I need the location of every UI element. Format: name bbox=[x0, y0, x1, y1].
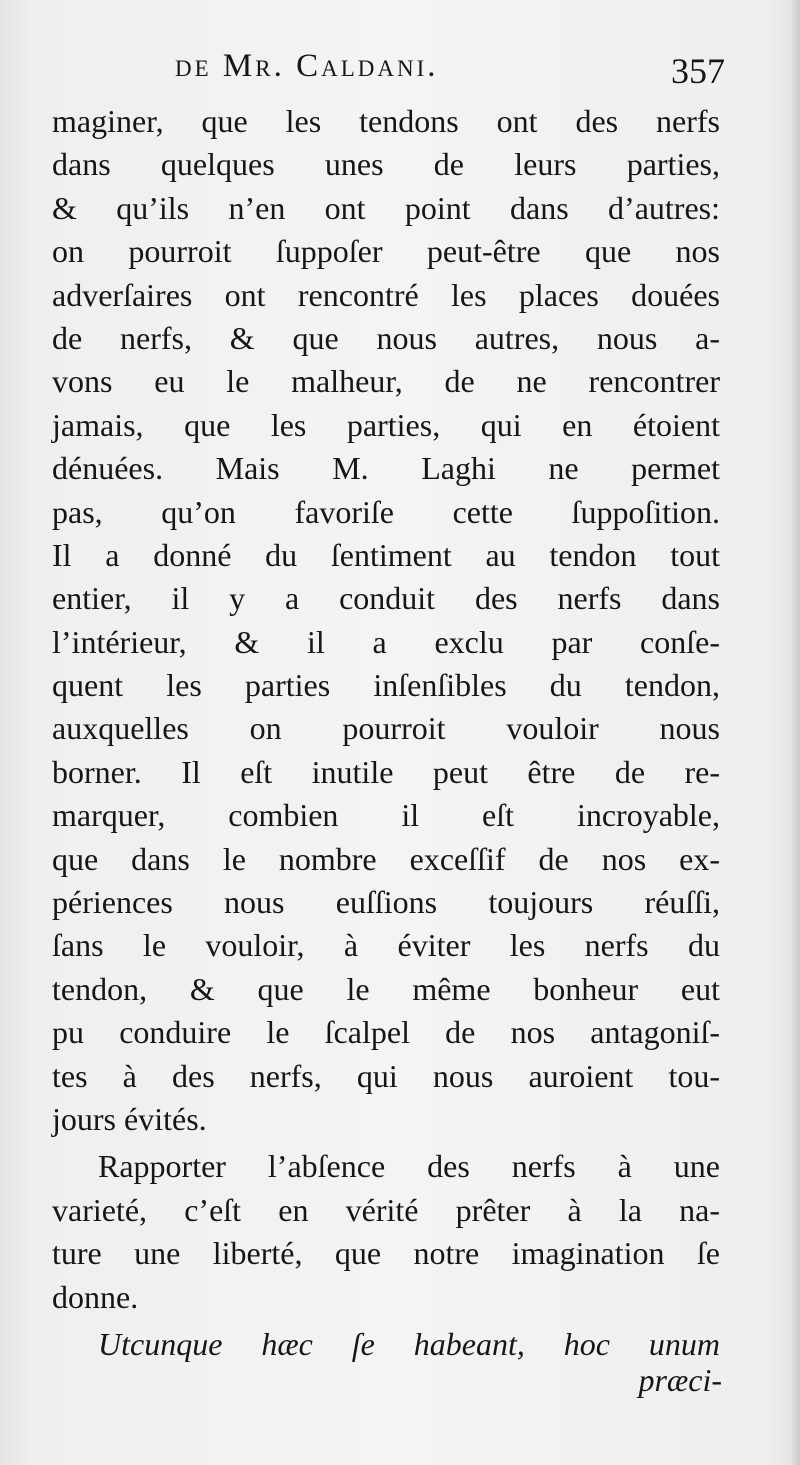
text-line: que dans le nombre exceſſif de nos ex- bbox=[52, 840, 720, 877]
text-line: borner. Il eſt inutile peut être de re- bbox=[52, 753, 720, 790]
text-line: périences nous euſſions toujours réuſſi, bbox=[52, 884, 720, 921]
text-line: ſans le vouloir, à éviter les nerfs du bbox=[52, 927, 720, 964]
text-line: marquer, combien il eſt incroyable, bbox=[52, 797, 720, 834]
text-line: ture une liberté, que notre imagination ſe bbox=[52, 1235, 720, 1272]
text-line: vons eu le malheur, de ne rencontrer bbox=[52, 363, 720, 400]
text-line: varieté, c’eſt en vérité prêter à la na- bbox=[52, 1191, 720, 1228]
text-line: jours évités. bbox=[52, 1100, 207, 1137]
text-line: maginer, que les tendons ont des nerfs bbox=[52, 103, 720, 139]
text-line: on pourroit ſuppoſer peut-être que nos bbox=[52, 233, 720, 270]
text-line: tes à des nerfs, qui nous auroient tou- bbox=[52, 1057, 720, 1094]
body-text bbox=[52, 100, 720, 1366]
text-line: pas, qu’on favoriſe cette ſuppoſition. bbox=[52, 493, 720, 530]
text-line: l’intérieur, & il a exclu par conſe- bbox=[52, 623, 720, 660]
text-line: & qu’ils n’en ont point dans d’autres: bbox=[52, 189, 720, 226]
running-head bbox=[175, 48, 735, 98]
catchword: præci- bbox=[638, 1362, 722, 1398]
latin-paragraph-line: Utcunque hæc ſe habeant, hoc unum bbox=[98, 1325, 720, 1362]
running-title: de Mr. Caldani. bbox=[175, 48, 439, 84]
text-line: quent les parties inſenſibles du tendon, bbox=[52, 667, 720, 704]
text-line: dénuées. Mais M. Laghi ne permet bbox=[52, 450, 720, 487]
page-edge-shadow bbox=[790, 0, 800, 1465]
text-line: Il a donné du ſentiment au tendon tout bbox=[52, 536, 720, 573]
text-line: tendon, & que le même bonheur eut bbox=[52, 970, 720, 1007]
text-line: donne. bbox=[52, 1278, 139, 1315]
paragraph-start-line: Rapporter l’abſence des nerfs à une bbox=[98, 1148, 720, 1185]
text-line: de nerfs, & que nous autres, nous a- bbox=[52, 319, 720, 356]
text-line: adverſaires ont rencontré les places douées bbox=[52, 276, 720, 313]
text-line: auxquelles on pourroit vouloir nous bbox=[52, 710, 720, 747]
text-line: dans quelques unes de leurs parties, bbox=[52, 146, 720, 183]
text-line: jamais, que les parties, qui en étoient bbox=[52, 406, 720, 443]
text-line: entier, il y a conduit des nerfs dans bbox=[52, 580, 720, 617]
page-number: 357 bbox=[671, 51, 725, 91]
text-line: pu conduire le ſcalpel de nos antagoniſ- bbox=[52, 1014, 720, 1051]
